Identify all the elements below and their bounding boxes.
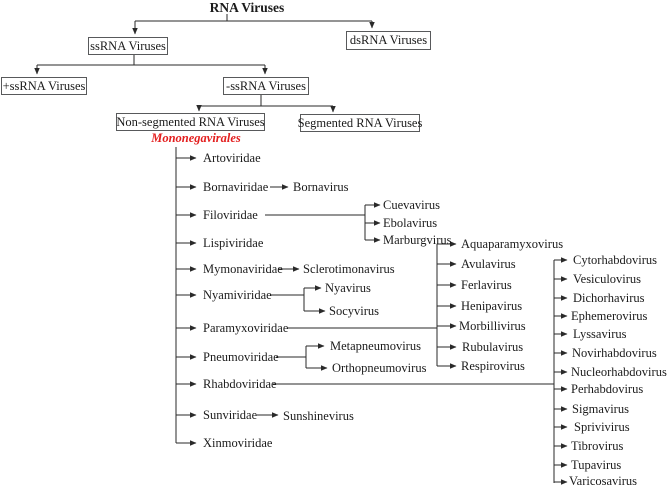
- genus-label-ebolavirus: Ebolavirus: [383, 216, 438, 230]
- family-label-paramyxoviridae: Paramyxoviridae: [203, 321, 289, 335]
- box-ssrna-viruses: ssRNA Viruses: [88, 37, 168, 55]
- genus-label-lyssavirus: Lyssavirus: [573, 327, 627, 341]
- genus-label-avulavirus: Avulavirus: [461, 257, 516, 271]
- genus-label-perhabdovirus: Perhabdovirus: [571, 382, 644, 396]
- box-neg-ssrna-viruses: -ssRNA Viruses: [223, 77, 309, 95]
- box-pos-ssrna-viruses: +ssRNA Viruses: [1, 77, 87, 95]
- genus-label-dichorhavirus: Dichorhavirus: [573, 291, 645, 305]
- genus-label-cuevavirus: Cuevavirus: [383, 198, 440, 212]
- box-non-segmented-rna-viruses: Non-segmented RNA Viruses: [116, 113, 265, 131]
- genus-label-marburgvirus: Marburgvirus: [383, 233, 452, 247]
- genus-label-aquaparamyxovirus: Aquaparamyxovirus: [461, 237, 564, 251]
- genus-label-tibrovirus: Tibrovirus: [571, 439, 624, 453]
- family-label-mymonaviridae: Mymonaviridae: [203, 262, 283, 276]
- family-label-xinmoviridae: Xinmoviridae: [203, 436, 273, 450]
- genus-label-morbillivirus: Morbillivirus: [459, 319, 526, 333]
- genus-label-henipavirus: Henipavirus: [461, 299, 523, 313]
- genus-label-varicosavirus: Varicosavirus: [569, 474, 638, 488]
- family-label-pneumoviridae: Pneumoviridae: [203, 350, 279, 364]
- genus-label-orthopneumovirus: Orthopneumovirus: [332, 361, 427, 375]
- page-title: RNA Viruses: [209, 0, 285, 15]
- order-label-mononegavirales: Mononegavirales: [151, 131, 241, 145]
- box-dsrna-viruses: dsRNA Viruses: [346, 31, 431, 50]
- genus-label-ephemerovirus: Ephemerovirus: [571, 309, 648, 323]
- family-label-rhabdoviridae: Rhabdoviridae: [203, 377, 277, 391]
- family-label-lispiviridae: Lispiviridae: [203, 236, 264, 250]
- genus-label-novirhabdovirus: Novirhabdovirus: [572, 346, 657, 360]
- genus-label-sclerotimonavirus: Sclerotimonavirus: [303, 262, 395, 276]
- family-label-filoviridae: Filoviridae: [203, 208, 258, 222]
- genus-label-vesiculovirus: Vesiculovirus: [573, 272, 642, 286]
- genus-label-rubulavirus: Rubulavirus: [462, 340, 524, 354]
- genus-label-nyavirus: Nyavirus: [325, 281, 371, 295]
- box-segmented-rna-viruses: Segmented RNA Viruses: [300, 114, 420, 132]
- family-label-artoviridae: Artoviridae: [203, 151, 261, 165]
- genus-label-tupavirus: Tupavirus: [571, 458, 622, 472]
- family-label-bornaviridae: Bornaviridae: [203, 180, 269, 194]
- genus-label-socyvirus: Socyvirus: [329, 304, 379, 318]
- genus-label-metapneumovirus: Metapneumovirus: [330, 339, 421, 353]
- genus-label-ferlavirus: Ferlavirus: [461, 278, 512, 292]
- genus-label-nucleorhabdovirus: Nucleorhabdovirus: [571, 365, 667, 379]
- genus-label-sunshinevirus: Sunshinevirus: [283, 409, 354, 423]
- genus-label-sprivivirus: Sprivivirus: [574, 420, 630, 434]
- family-label-sunviridae: Sunviridae: [203, 408, 258, 422]
- genus-label-respirovirus: Respirovirus: [461, 359, 525, 373]
- genus-label-bornavirus: Bornavirus: [293, 180, 349, 194]
- genus-label-sigmavirus: Sigmavirus: [572, 402, 629, 416]
- genus-label-cytorhabdovirus: Cytorhabdovirus: [573, 253, 658, 267]
- family-label-nyamiviridae: Nyamiviridae: [203, 288, 272, 302]
